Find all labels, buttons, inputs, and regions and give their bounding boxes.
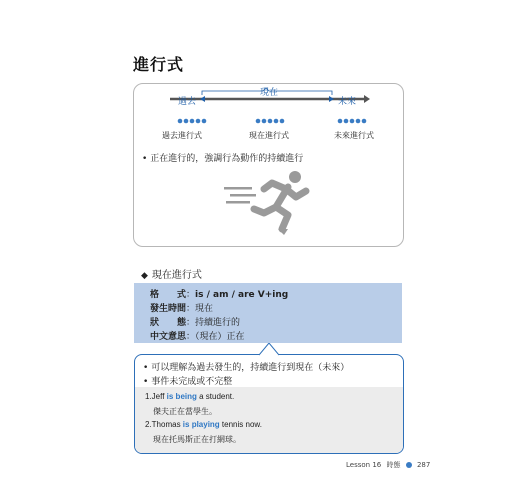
callout-pointer (259, 343, 279, 356)
concept-note (142, 151, 303, 164)
bullet-icon: • (143, 363, 149, 373)
info-value: is / am / are V+ing (195, 290, 289, 300)
time-label-present: 現在 (260, 88, 279, 98)
info-key: 中文意思 (150, 332, 187, 342)
info-key: 狀 態 (150, 318, 187, 328)
tense-label-past: 過去進行式 (162, 131, 202, 140)
explanation-item: • 事件未完成或不完整 (143, 377, 233, 387)
info-value: （現在）正在 (195, 332, 245, 342)
time-label-past: 過去 (178, 97, 197, 107)
dots-past (178, 119, 207, 124)
footer-dot-icon (406, 462, 412, 468)
info-value: 現在 (195, 304, 214, 314)
examples-panel (135, 387, 403, 453)
timeline-past-arrow (200, 96, 205, 102)
page-footer (346, 460, 430, 470)
tense-label-future: 未來進行式 (334, 131, 374, 140)
tense-label-present: 現在進行式 (249, 131, 289, 140)
bullet-icon: • (142, 154, 148, 164)
info-row-format: 格 式：is / am / are V+ing (150, 287, 288, 300)
footer-lesson: Lesson 16 (346, 461, 382, 469)
section-title-text: 現在進行式 (151, 270, 202, 281)
dots-present (256, 119, 285, 124)
info-value: 持續進行的 (195, 318, 241, 328)
info-row-time: 發生時間：現在 (150, 301, 213, 314)
info-row-state: 狀 態：持續進行的 (150, 315, 240, 328)
timeline-future-arrow (329, 96, 334, 102)
running-person-icon (224, 167, 314, 239)
page-number: 287 (416, 461, 431, 469)
example-translation: 傑夫正在當學生。 (153, 407, 217, 416)
concept-note-text: 正在進行的，強調行為動作的持續進行 (150, 154, 304, 164)
page-title: 進行式 (133, 55, 185, 74)
dots-future (338, 119, 367, 124)
example-sentence: 1.Jeff is being a student. (145, 392, 235, 401)
bullet-icon: • (143, 377, 149, 387)
example-verb: is being (166, 392, 197, 401)
info-key: 發生時間 (150, 304, 187, 314)
explanation-box (134, 354, 404, 454)
footer-topic: 時態 (386, 461, 401, 469)
info-table (134, 283, 402, 343)
example-sentence: 2.Thomas is playing tennis now. (145, 420, 262, 429)
section-title (141, 266, 202, 281)
diamond-icon: ◆ (141, 271, 148, 281)
time-label-future: 未來 (338, 97, 357, 107)
info-row-meaning: 中文意思：（現在）正在 (150, 329, 245, 342)
example-verb: is playing (182, 420, 220, 429)
explanation-item: • 可以理解為過去發生的，持續進行到現在（未來） (143, 363, 350, 373)
example-translation: 現在托馬斯正在打網球。 (153, 435, 241, 444)
info-key: 格 式 (150, 290, 187, 300)
